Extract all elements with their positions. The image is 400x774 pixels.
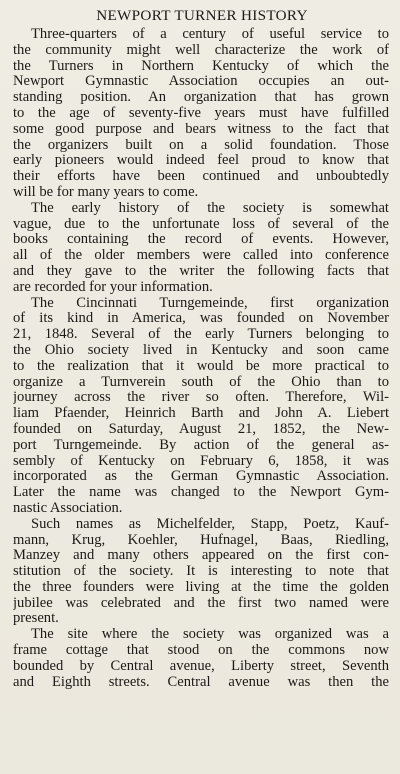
text-line: frame cottage that stood on the commons now (13, 643, 389, 659)
text-line: 21, 1848. Several of the early Turners belonging to (13, 327, 389, 343)
paragraph (13, 201, 391, 296)
text-line: Newport Gymnastic Association occupies an out- (13, 74, 389, 90)
text-line: the three founders were living at the time the golden (13, 579, 389, 595)
article-body (13, 27, 391, 690)
text-line: the community might well characterize the work of (13, 42, 389, 58)
text-line: The early history of the society is somewhat (31, 200, 389, 216)
text-line: liam Pfaender, Heinrich Barth and John A. Liebert (13, 406, 389, 422)
text-line: incorporated as the German Gymnastic Association. (13, 469, 389, 485)
text-line: their efforts have been continued and unboubtedly (13, 169, 389, 185)
text-line: some good purpose and bears witness to the fact that (13, 121, 389, 137)
text-line: The Cincinnati Turngemeinde, first organization (31, 295, 389, 311)
text-line: to the realization that it would be more practical to (13, 358, 389, 374)
text-line: standing position. An organization that has grown (13, 90, 389, 106)
text-line: founded on Saturday, August 21, 1852, the New- (13, 421, 389, 437)
text-line: are recorded for your information. (13, 279, 213, 295)
text-line: and Eighth streets. Central avenue was then the (13, 674, 389, 690)
text-line: the Turners in Northern Kentucky of which the (13, 58, 389, 74)
text-line: Such names as Michelfelder, Stapp, Poetz, Kauf- (31, 516, 389, 532)
text-line: Later the name was changed to the Newport Gym- (13, 485, 389, 501)
paragraph (13, 27, 391, 201)
text-line: stitution of the society. It is interesting to note that (13, 564, 389, 580)
text-line: organize a Turnverein south of the Ohio than to (13, 374, 389, 390)
text-line: present. (13, 611, 59, 627)
text-line: nastic Association. (13, 500, 123, 516)
text-line: journey across the river so often. Therefore, Wil- (13, 390, 389, 406)
text-line: The site where the society was organized was a (31, 627, 389, 643)
text-line: Manzey and many others appeared on the first con- (13, 548, 389, 564)
text-line: all of the older members were called into conference (13, 248, 389, 264)
text-line: mann, Krug, Koehler, Hufnagel, Baas, Riedling, (13, 532, 389, 548)
text-line: sembly of Kentucky on February 6, 1858, it was (13, 453, 389, 469)
text-line: to the age of seventy-five years must have fulfilled (13, 105, 389, 121)
text-line: the organizers built on a solid foundation. Those (13, 137, 389, 153)
text-line: jubilee was celebrated and the first two named were (13, 595, 389, 611)
text-line: and they gave to the writer the following facts that (13, 263, 389, 279)
paragraph (13, 627, 391, 690)
page-title: NEWPORT TURNER HISTORY (96, 7, 308, 24)
paragraph (13, 517, 391, 628)
text-line: the Ohio society lived in Kentucky and soon came (13, 342, 389, 358)
text-line: of its kind in America, was founded on November (13, 311, 389, 327)
text-line: bounded by Central avenue, Liberty street, Seventh (13, 658, 389, 674)
text-line: early pioneers would indeed feel proud to know that (13, 153, 389, 169)
text-line: port Turngemeinde. By action of the general as- (13, 437, 389, 453)
text-line: books containing the record of events. However, (13, 232, 389, 248)
text-line: vague, due to the unfortunate loss of several of the (13, 216, 389, 232)
text-line: will be for many years to come. (13, 184, 199, 200)
paragraph (13, 296, 391, 517)
text-line: Three-quarters of a century of useful service to (31, 27, 389, 42)
